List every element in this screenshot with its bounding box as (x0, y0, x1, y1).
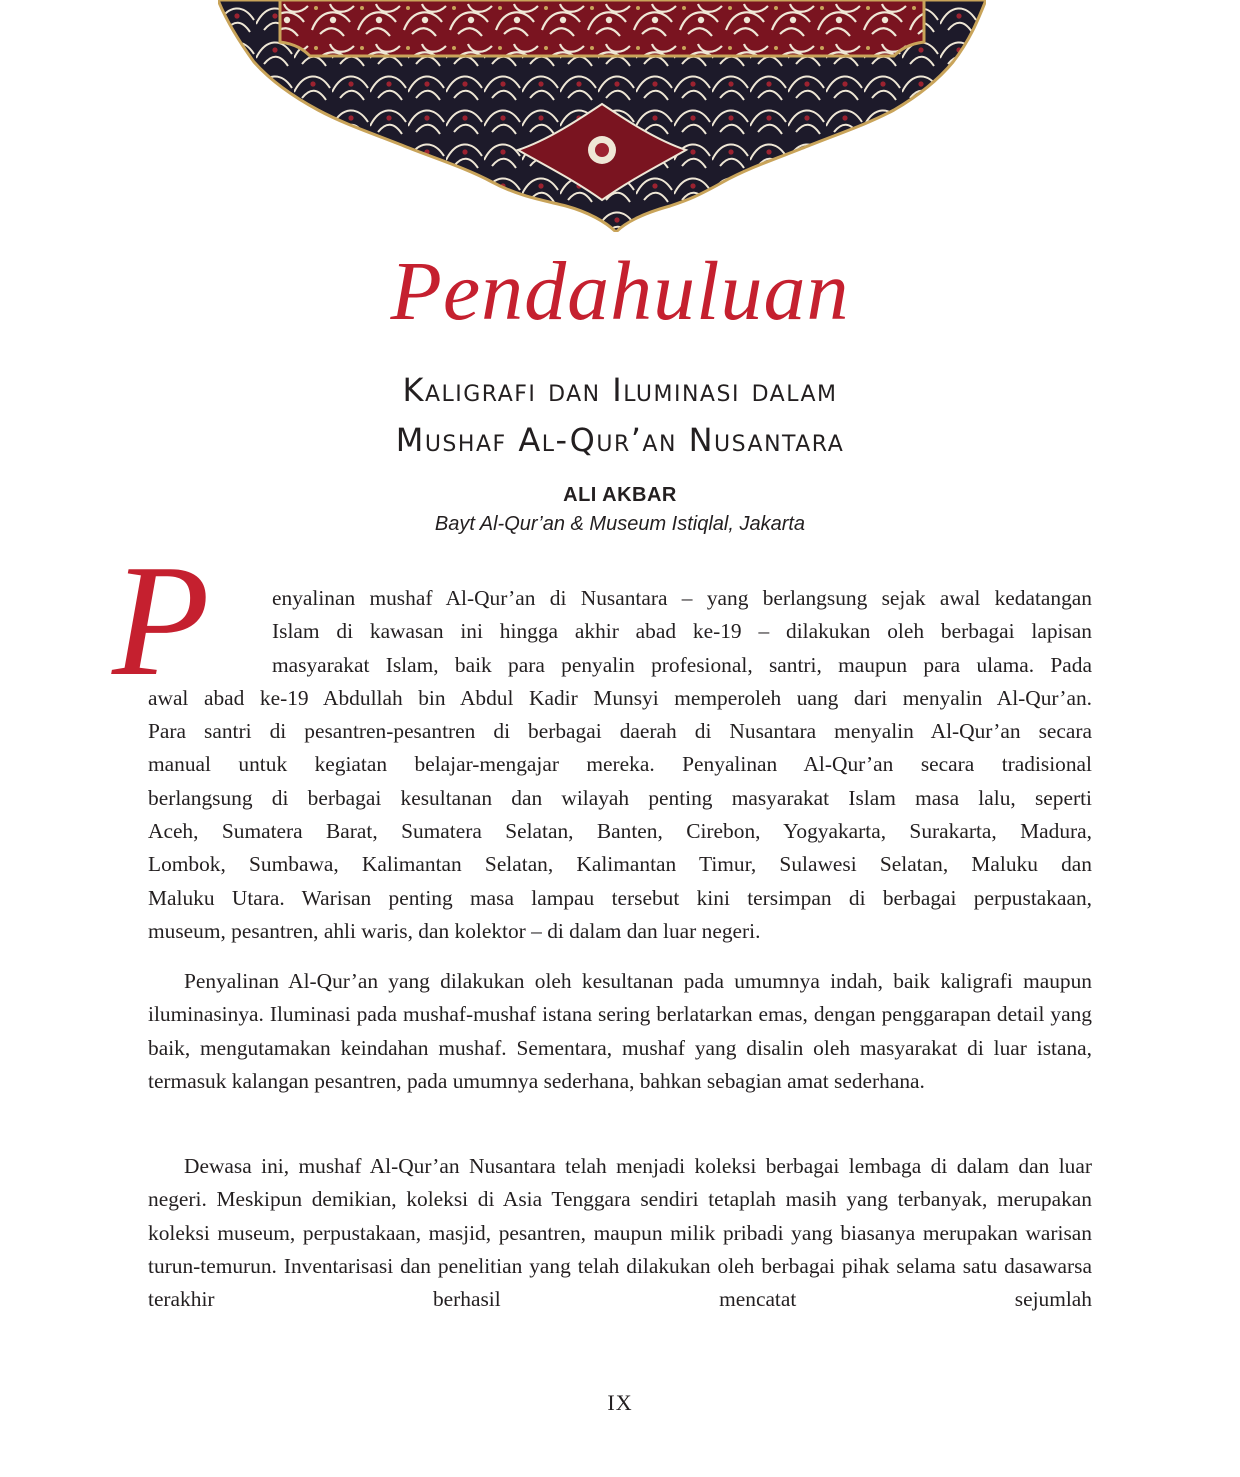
paragraph-line: Islam di kawasan ini hingga akhir abad ke-19 – dilakukan oleh berbagai lapisan (272, 619, 1092, 644)
article-title (0, 365, 1240, 465)
paragraph-line: Maluku Utara. Warisan penting masa lampau tersebut kini tersimpan di berbagai perpustakaan, (148, 885, 1092, 910)
drop-cap: P (112, 531, 210, 709)
paragraph-line: Para santri di pesantren-pesantren di berbagai daerah di Nusantara menyalin Al-Qur’an secara (148, 719, 1092, 744)
author-affiliation: Bayt Al-Qur’an & Museum Istiqlal, Jakarta (434, 513, 806, 535)
paragraph-1 (148, 582, 1092, 948)
paragraph-line: museum, pesantren, ahli waris, dan kolektor – di dalam dan luar negeri. (148, 918, 761, 943)
page-title: Pendahuluan (390, 245, 850, 338)
floral-illumination-ornament (218, 0, 986, 232)
paragraph-line: manual untuk kegiatan belajar-mengajar mereka. Penyalinan Al-Qur’an secara tradisional (148, 752, 1092, 777)
article-title-line-1: Kaligrafi dan Iluminasi dalam (402, 371, 838, 409)
paragraph-3: Dewasa ini, mushaf Al-Qur’an Nusantara telah menjadi koleksi berbagai lembaga di dalam dan luar negeri. Meskipun demikian, koleksi di Asia Tenggara sendiri tetaplah masih yang terbanyak, merupakan koleksi museum, perpustakaan, masjid, pesantren, maupun milik pribadi yang biasanya merupakan warisan turun-temurun. Inventarisasi dan penelitian yang telah dilakukan oleh berbagai pihak selama satu dasawarsa terakhir berhasil mencatat sejumlah (148, 1154, 1092, 1312)
paragraph-line: Aceh, Sumatera Barat, Sumatera Selatan, Banten, Cirebon, Yogyakarta, Surakarta, Madura, (148, 819, 1092, 844)
author-name: ALI AKBAR (563, 484, 677, 506)
page-number: IX (607, 1390, 633, 1415)
paragraph-line: Lombok, Sumbawa, Kalimantan Selatan, Kalimantan Timur, Sulawesi Selatan, Maluku dan (148, 852, 1092, 877)
paragraph-line: awal abad ke-19 Abdullah bin Abdul Kadir Munsyi memperoleh uang dari menyalin Al-Qur’an. (148, 685, 1092, 710)
paragraph-2: Penyalinan Al-Qur’an yang dilakukan oleh kesultanan pada umumnya indah, baik kaligrafi maupun iluminasinya. Iluminasi pada mushaf-mushaf istana sering berlatarkan emas, dengan penggarapan detail yang baik, mengutamakan keindahan mushaf. Sementara, mushaf yang disalin oleh masyarakat di luar istana, termasuk kalangan pesantren, pada umumnya sederhana, bahkan sebagian amat sederhana. (148, 969, 1092, 1093)
paragraph-line: enyalinan mushaf Al-Qur’an di Nusantara – yang berlangsung sejak awal kedatangan (272, 586, 1092, 610)
paragraph-line: masyarakat Islam, baik para penyalin profesional, santri, maupun para ulama. Pada (272, 652, 1092, 677)
paragraph-line: berlangsung di berbagai kesultanan dan wilayah penting masyarakat Islam masa lalu, seperti (148, 785, 1092, 810)
article-title-line-2: Mushaf Al-Qur’an Nusantara (395, 421, 845, 459)
